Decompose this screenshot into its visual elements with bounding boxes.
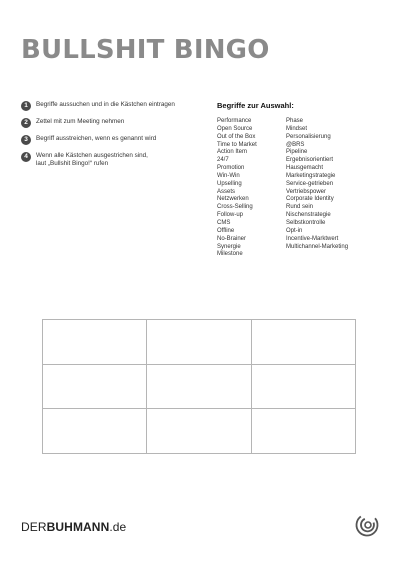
term-item: Nischenstrategie [286,212,331,219]
term-item: Rund sein [286,204,314,211]
term-item: 24/7 [217,157,229,164]
brand-wordmark [21,520,126,534]
step-number-badge: 1 [21,101,31,111]
term-item: Opt-in [286,227,303,234]
bingo-cell[interactable] [147,365,251,410]
term-item: Cross-Selling [217,204,253,211]
brand-name: BUHMANN [46,520,110,534]
bingo-grid [42,319,356,454]
term-item: Netzwerken [217,196,249,203]
term-item: Hausgemacht [286,165,324,172]
step-text [36,101,175,109]
terms-column-right [286,118,348,259]
term-item: Corporate Identity [286,196,334,203]
term-item: Upselling [217,180,242,187]
term-item: Out of the Box [217,133,256,140]
step-text [36,118,124,126]
term-item: CMS [217,219,231,226]
bingo-cell[interactable] [252,320,356,365]
term-item: Offline [217,227,235,234]
term-item: Time to Market [217,141,257,148]
instruction-step [21,152,206,168]
terms-section [217,101,387,259]
page-title: BULLSHIT BINGO [21,35,270,65]
bingo-cell[interactable] [147,409,251,454]
term-item: Performance [217,118,252,124]
bingo-cell[interactable] [252,409,356,454]
term-item: Service-getrieben [286,180,334,187]
bingo-cell[interactable] [252,365,356,410]
instruction-step [21,118,206,128]
step-number-badge: 2 [21,118,31,128]
term-item: Pipeline [286,149,308,156]
step-text-line: Begriff ausstreichen, wenn es genannt wird [36,135,157,142]
step-text-line: laut „Bullshit Bingo!“ rufen [36,160,109,167]
step-text-line: Wenn alle Kästchen ausgestrichen sind, [36,152,148,159]
term-item: Mindset [286,125,308,132]
brand-prefix: DER [21,520,47,534]
term-item: Synergie [217,243,241,250]
instruction-step [21,135,206,145]
term-item: Follow-up [217,212,244,219]
bingo-cell[interactable] [43,409,147,454]
instruction-step [21,101,206,111]
bingo-cell[interactable] [147,320,251,365]
term-item: Ergebnisorientiert [286,157,334,164]
term-item: Promotion [217,165,245,172]
step-number-badge: 4 [21,152,31,162]
term-item: Vertriebspower [286,188,327,195]
term-item: Win-Win [217,172,240,179]
step-number-badge: 3 [21,135,31,145]
term-item: Personalisierung [286,133,331,140]
step-text-line: Zettel mit zum Meeting nehmen [36,118,125,125]
bingo-cell[interactable] [43,365,147,410]
term-item: Selbstkontrolle [286,219,326,226]
spiral-logo-icon [355,513,379,537]
step-text [36,152,148,168]
term-item: No-Brainer [217,235,247,242]
term-item: Marketingstrategie [286,172,336,179]
step-text-line: Begriffe aussuchen und in die Kästchen eintragen [36,101,175,108]
term-item: @BRS [286,141,305,148]
term-item: Open Source [217,125,253,132]
term-item: Milestone [217,251,243,258]
term-item: Phase [286,118,304,124]
terms-heading: Begriffe zur Auswahl: [217,101,294,110]
step-text [36,135,156,143]
terms-column-left [217,118,286,259]
term-item: Incentive-Marktwert [286,235,339,242]
term-item: Action Item [217,149,248,156]
terms-columns [217,118,387,259]
term-item: Multichannel-Marketing [286,243,349,250]
instructions-list [21,101,206,175]
bingo-cell[interactable] [43,320,147,365]
brand-suffix: .de [109,520,127,534]
term-item: Assets [217,188,236,195]
